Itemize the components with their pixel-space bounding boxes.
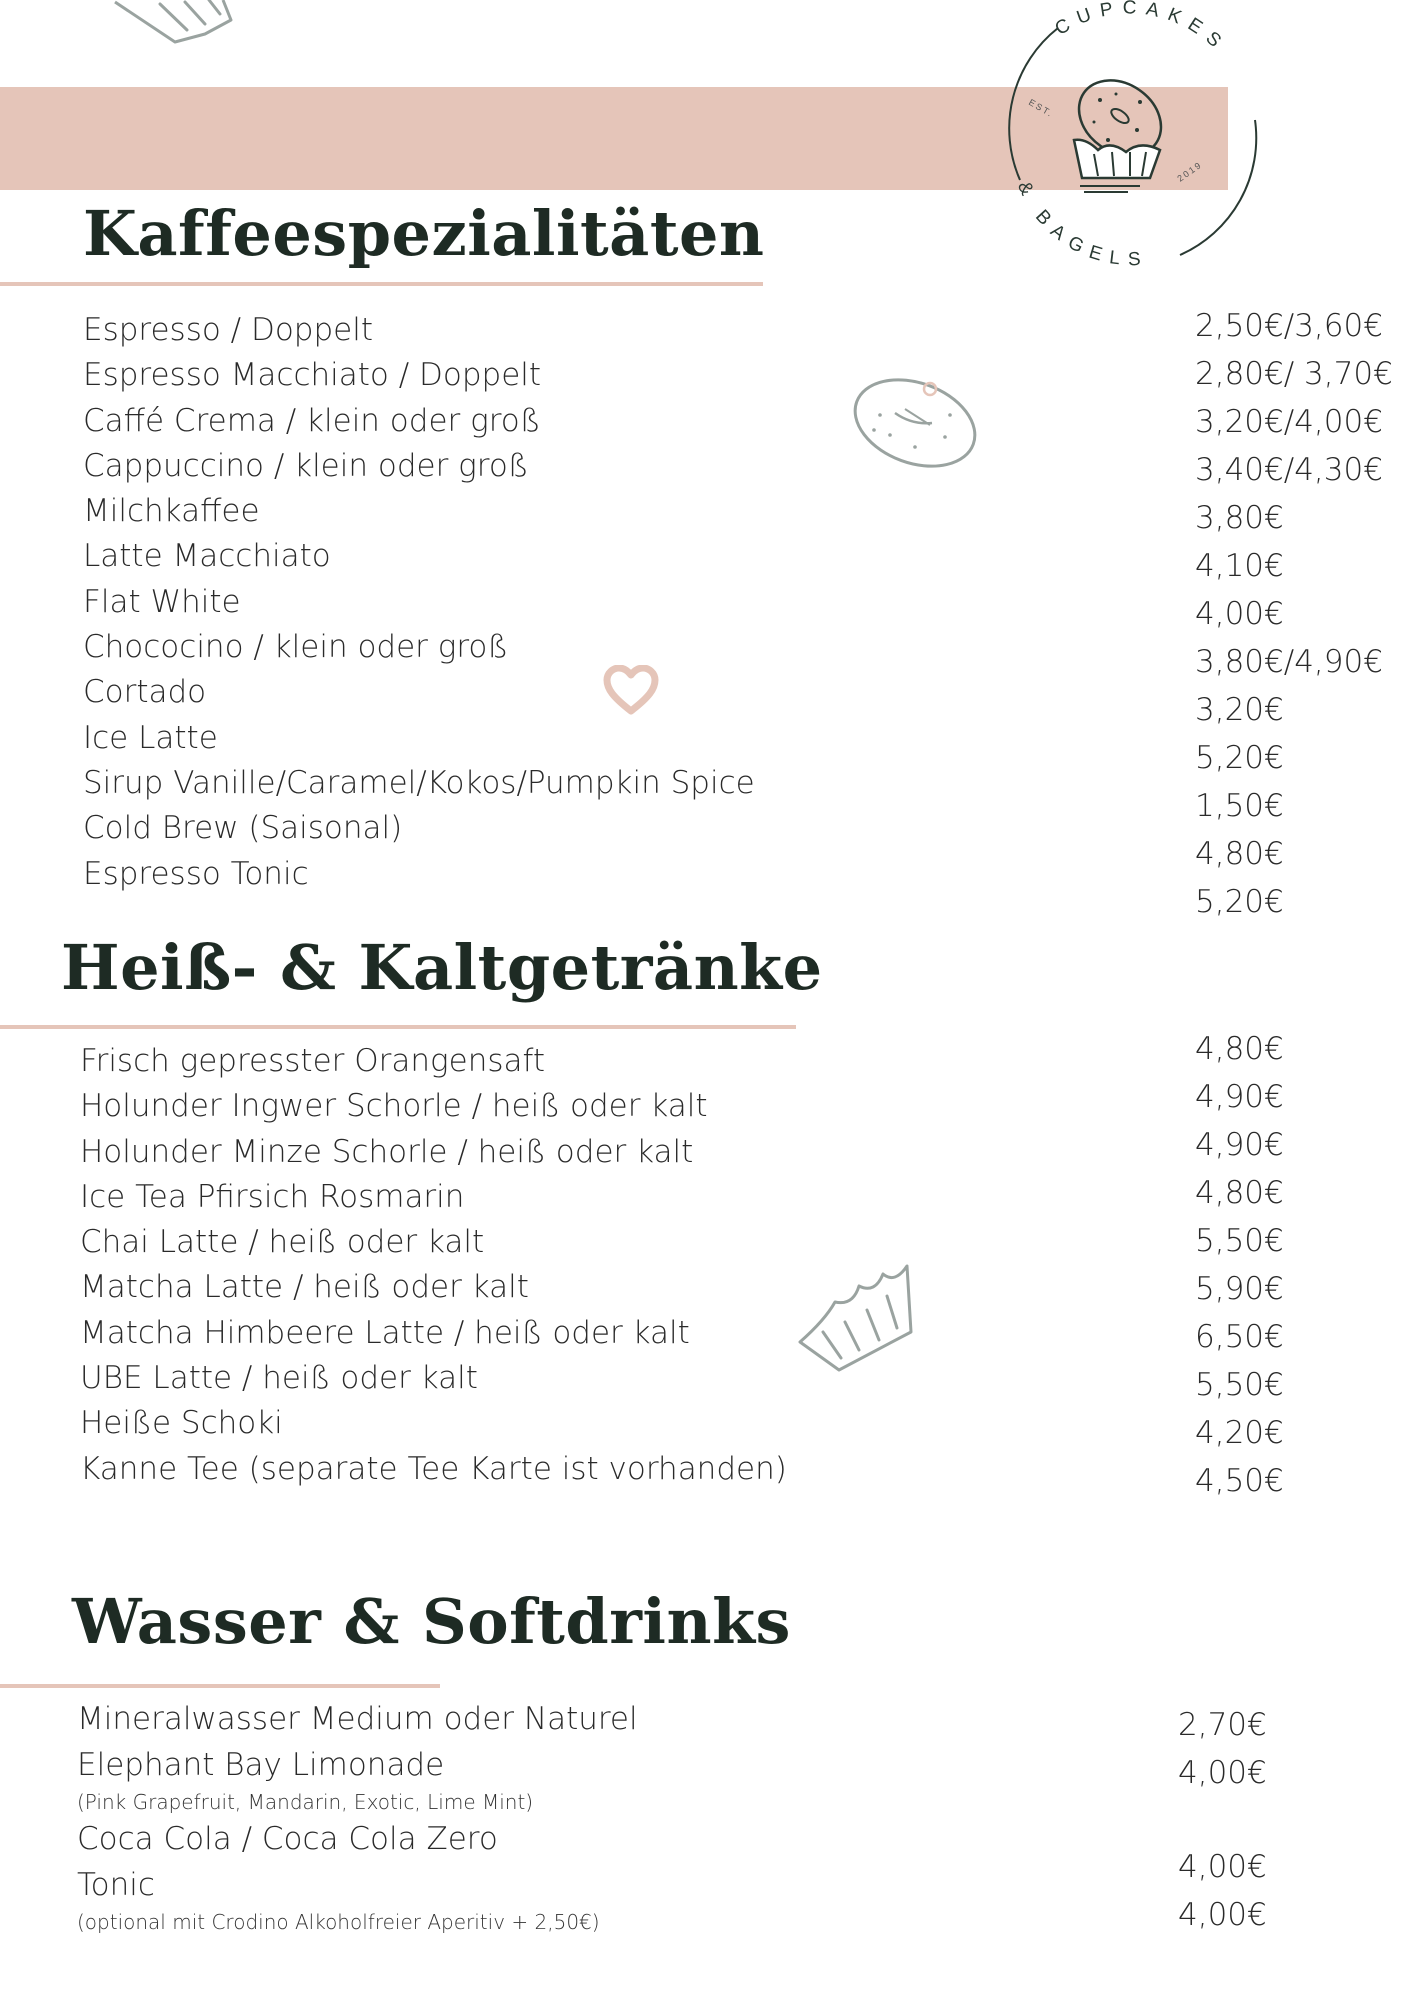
price: 3,20€/4,00€: [1195, 404, 1383, 440]
menu-item: Flat White: [83, 583, 241, 620]
menu-item: Coca Cola / Coca Cola Zero: [77, 1821, 498, 1857]
menu-item: Espresso Macchiato / Doppelt: [83, 357, 542, 394]
price: 3,80€/4,90€: [1195, 644, 1383, 680]
section-rule: [0, 282, 763, 286]
menu-item: Milchkaffee: [83, 493, 260, 530]
price: 4,80€: [1195, 1031, 1284, 1067]
section-rule: [0, 1684, 440, 1688]
menu-item: UBE Latte / heiß oder kalt: [80, 1360, 478, 1397]
menu-item: Espresso Tonic: [83, 855, 309, 892]
menu-item-note: (optional mit Crodino Alkoholfreier Aperitiv + 2,50€): [77, 1910, 600, 1934]
menu-item: Heiße Schoki: [80, 1405, 283, 1442]
menu-item: Tonic: [77, 1867, 155, 1903]
menu-item: Chai Latte / heiß oder kalt: [80, 1224, 485, 1261]
price: 2,50€/3,60€: [1195, 308, 1383, 344]
price: 5,50€: [1195, 1367, 1284, 1403]
price: 3,40€/4,30€: [1195, 452, 1383, 488]
cupcakes-bagels-logo: [990, 0, 1260, 275]
menu-item: Cold Brew (Saisonal): [83, 810, 403, 847]
logo-est-label: EST.: [1027, 97, 1056, 120]
menu-item: Chococino / klein oder groß: [83, 629, 509, 666]
menu-item: Ice Tea Pfirsich Rosmarin: [80, 1178, 465, 1215]
menu-item-list: [83, 308, 755, 897]
price: 6,50€: [1195, 1319, 1284, 1355]
price: 4,00€: [1178, 1897, 1267, 1933]
menu-item: Frisch gepresster Orangensaft: [80, 1043, 546, 1079]
cupcake-wrapper-sketch-icon: [795, 1262, 920, 1374]
price: 4,10€: [1195, 548, 1284, 584]
price: 5,50€: [1195, 1223, 1284, 1259]
price: 5,20€: [1195, 740, 1284, 776]
section-title-wasser: Wasser & Softdrinks: [72, 1585, 791, 1658]
price: 5,20€: [1195, 884, 1284, 920]
menu-item: Matcha Himbeere Latte / heiß oder kalt: [80, 1314, 690, 1351]
price: 3,80€: [1195, 500, 1284, 536]
price: 4,20€: [1195, 1415, 1284, 1451]
section-rule: [0, 1025, 796, 1029]
price: 2,70€: [1178, 1707, 1267, 1743]
section-title-heiss-kalt: Heiß- & Kaltgetränke: [61, 931, 823, 1004]
price: 4,00€: [1195, 596, 1284, 632]
price: 4,90€: [1195, 1079, 1284, 1115]
logo-year: 2019: [1175, 159, 1205, 184]
menu-item-note: (Pink Grapefruit, Mandarin, Exotic, Lime Mint): [77, 1790, 534, 1814]
price: 3,20€: [1195, 692, 1284, 728]
logo-top-text: CUPCAKES: [1051, 0, 1232, 58]
menu-item: Kanne Tee (separate Tee Karte ist vorhanden): [80, 1450, 787, 1487]
menu-item: Elephant Bay Limonade: [77, 1747, 445, 1783]
logo-bottom-text: & BAGELS: [1012, 178, 1151, 271]
price: 4,00€: [1178, 1849, 1267, 1885]
menu-item: Espresso / Doppelt: [83, 312, 374, 348]
price: 4,50€: [1195, 1463, 1284, 1499]
menu-item: Sirup Vanille/Caramel/Kokos/Pumpkin Spice: [83, 764, 755, 801]
menu-item: Caffé Crema / klein oder groß: [83, 402, 541, 439]
cupcake-sketch-icon: [105, 0, 240, 48]
price: 5,90€: [1195, 1271, 1284, 1307]
bagel-sketch-icon: [850, 375, 985, 475]
menu-item: Cappuccino / klein oder groß: [83, 447, 529, 484]
price-list: [1195, 1025, 1284, 1505]
price: 2,80€/ 3,70€: [1195, 356, 1393, 392]
section-title-kaffee: Kaffeespezialitäten: [83, 197, 765, 270]
price: 4,00€: [1178, 1755, 1267, 1791]
menu-item: Holunder Ingwer Schorle / heiß oder kalt: [80, 1088, 708, 1125]
menu-item: Ice Latte: [83, 719, 218, 756]
price: 1,50€: [1195, 788, 1284, 824]
menu-item: Mineralwasser Medium oder Naturel: [77, 1701, 638, 1737]
price: 4,90€: [1195, 1127, 1284, 1163]
menu-item-list: [80, 1039, 787, 1492]
price: 4,80€: [1195, 1175, 1284, 1211]
menu-item: Cortado: [83, 674, 207, 711]
menu-item: Latte Macchiato: [83, 538, 331, 575]
menu-item: Holunder Minze Schorle / heiß oder kalt: [80, 1133, 694, 1170]
price-list: [1195, 302, 1393, 926]
price: 4,80€: [1195, 836, 1284, 872]
menu-item: Matcha Latte / heiß oder kalt: [80, 1269, 529, 1306]
